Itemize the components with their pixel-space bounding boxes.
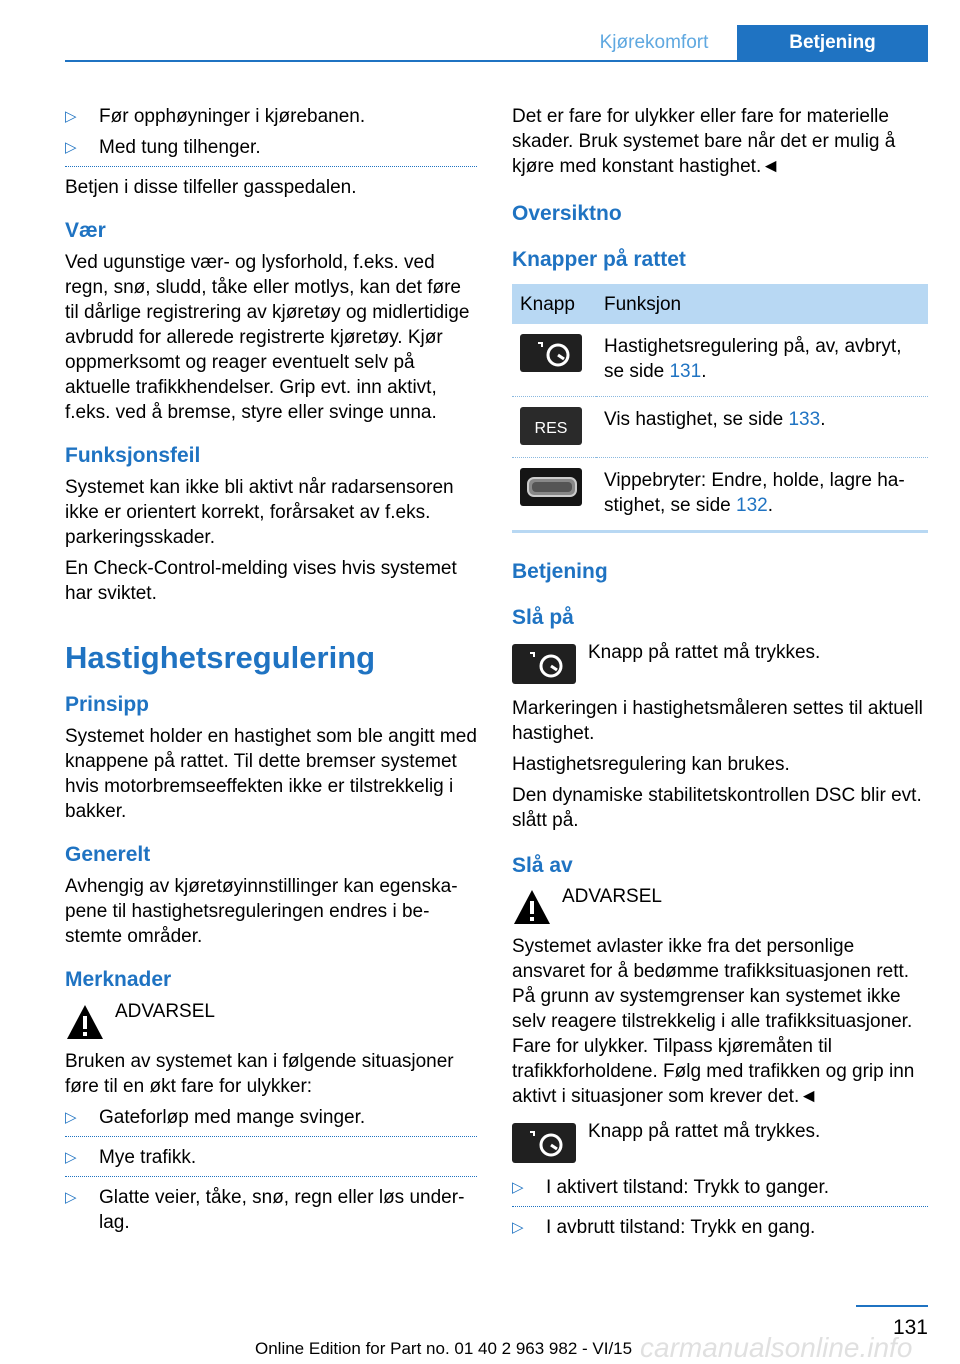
heading-prinsipp: Prinsipp [65,693,150,716]
paragraph: Det er fare for ulykker eller fare for materielle skader. Bruk systemet bare når det er mulig å kjøre med konstant hastighet.◄ [512,106,896,177]
warning-text: Bruken av systemet kan i følgende situasjoner føre til en økt fare for ulykker: [65,1051,454,1097]
heading-funksjonsfeil: Funksjonsfeil [65,444,201,467]
page-number: 131 [892,1316,928,1339]
paragraph: Betjen i disse tilfeller gasspedalen. [65,177,357,198]
table-row: Vippebryter: Endre, holde, lagre hastighet, se side 132. [512,458,928,532]
bullet-triangle-icon: ▷ [65,108,77,125]
paragraph: Markeringen i hastighetsmåleren settes til aktuell hastighet. [512,698,923,744]
list-item: ▷ I aktivert tilstand: Trykk to ganger. [512,1175,928,1207]
bullet-triangle-icon: ▷ [65,1189,77,1206]
warning-block [65,999,477,1047]
paragraph: Ved ugunstige vær- og lysforhold, f.eks. ved regn, snø, sludd, tåke eller motlys, kan det føre til dårlige registrering av kjøretøy og midlertidige avbrudd for allerede registrerte kjøretøy. Kjør oppmerksomt og reager eventuelt selv på aktuelle trafikkhendelser. Grip evt. inn aktivt, f.eks. ved å bremse, styre eller svinge unna. [65,252,470,423]
heading-knapper: Knapper på rattet [512,248,686,271]
bullet-triangle-icon: ▷ [65,1109,77,1126]
cruise-control-button-icon [520,334,582,372]
button-instruction: Knapp på rattet må trykkes. [512,640,928,684]
warning-text: Systemet avlaster ikke fra det personlige ansvaret for å bedømme trafikksituasjonen rett. På grunn av systemgrenser kan systemet ikke selv reagere tilstrekkelig i alle trafikksituasjoner. Fare for ulykker. Tilpass kjøremåten til trafikkforholdene. Følg med trafikken og grip inn aktivt i situasjoner som krever det.◄ [512,936,915,1107]
paragraph: Hastighetsregulering kan brukes. [512,754,790,775]
list-item: ▷ I avbrutt tilstand: Trykk en gang. [512,1217,816,1238]
left-column [65,104,477,1241]
footer-rule [856,1305,928,1307]
warning-icon [512,888,552,926]
heading-generelt: Generelt [65,843,151,866]
paragraph: En Check-Control-melding vises hvis systemet har sviktet. [65,558,457,604]
column-header-funksjon: Funksjon [596,284,928,324]
heading-vaer: Vær [65,219,106,242]
bullet-triangle-icon: ▷ [512,1179,524,1196]
res-button-icon: RES [520,407,582,445]
paragraph: Avhengig av kjøretøyinnstillinger kan egenskapene til hastighetsreguleringen endres i bestemte områder. [65,876,458,947]
warning-label: ADVARSEL [562,886,662,907]
bullet-triangle-icon: ▷ [512,1219,524,1236]
page-link[interactable]: 131 [669,361,702,382]
heading-oversikt: Oversiktno [512,202,622,225]
cruise-control-button-icon [512,644,576,684]
list-item: ▷ Med tung tilhenger. [65,135,477,167]
bullet-triangle-icon: ▷ [65,139,77,156]
button-instruction: Knapp på rattet må trykkes. [512,1119,928,1163]
list-item: ▷ Før opphøyninger i kjørebanen. [65,106,366,127]
edition-text: Online Edition for Part no. 01 40 2 963 982 - VI/15 [255,1339,633,1358]
paragraph: Systemet holder en hastighet som ble angitt med knappene på rattet. Til dette bremser systemet hvis motorbremseeffekten ikke er tilstrekkelig i bakker. [65,726,477,822]
right-column [512,104,928,1246]
warning-icon [65,1003,105,1041]
watermark: carmanualsonline.info [640,1332,913,1363]
cruise-control-button-icon [512,1123,576,1163]
list-item: ▷ Glatte veier, tåke, snø, regn eller løs underlag. [65,1187,465,1233]
table-row: RES Vis hastighet, se side 133. [512,397,928,458]
header-rule [65,60,928,62]
table-header-row [512,284,928,324]
rocker-switch-icon [520,468,582,506]
button-table [512,284,928,533]
bullet-triangle-icon: ▷ [65,1149,77,1166]
paragraph: Den dynamiske stabilitetskontrollen DSC blir evt. slått på. [512,785,922,831]
heading-merknader: Merknader [65,968,172,991]
page-title: Hastighetsregulering [65,640,376,675]
column-header-knapp: Knapp [512,284,596,324]
page-link[interactable]: 133 [788,409,821,430]
header-active-tab[interactable]: Betjening [737,25,928,61]
page-link[interactable]: 132 [736,495,768,516]
header-section-tab[interactable]: Kjørekomfort [599,32,709,53]
heading-sla-pa: Slå på [512,606,574,629]
warning-label: ADVARSEL [115,1001,215,1022]
paragraph: Systemet kan ikke bli aktivt når radarsensoren ikke er orientert korrekt, forårsaket av f.eks. parkeringsskader. [65,477,454,548]
list-item: ▷ Gateforløp med mange svinger. [65,1105,477,1137]
list-item: ▷ Mye trafikk. [65,1145,477,1177]
warning-block [512,884,928,932]
heading-sla-av: Slå av [512,854,573,877]
table-row: Hastighetsregulering på, av, avbryt, se side 131. [512,324,928,397]
heading-betjening: Betjening [512,560,608,583]
